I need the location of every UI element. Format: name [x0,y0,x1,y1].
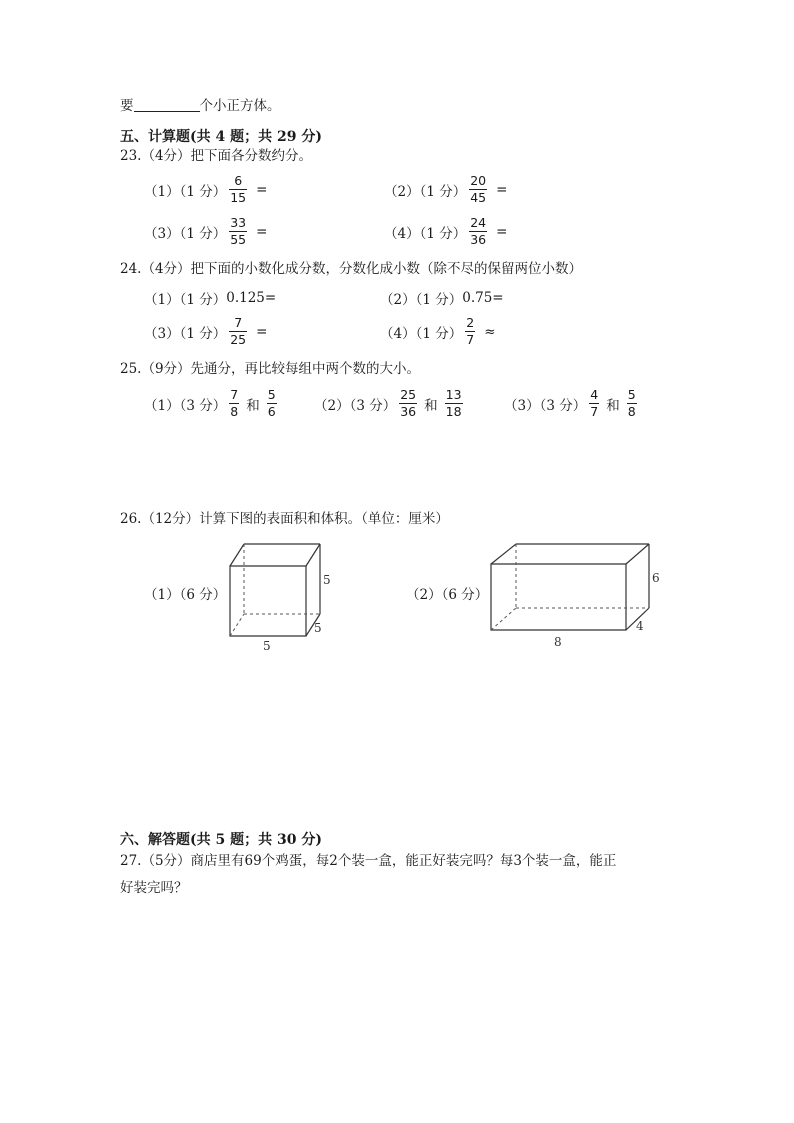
denominator: 15 [230,190,247,205]
line-prefix: 要 [120,98,134,114]
fraction [229,216,247,247]
q24-item-2 [380,288,504,308]
cube-edge [230,544,244,566]
denominator: 7 [590,404,599,419]
cube-edge [306,544,320,566]
item-label: （3）（1 分） [144,325,227,342]
cuboid-front-face [491,564,626,630]
item-label: （2）（1 分） [380,292,463,308]
cuboid-edge [491,544,516,564]
fraction [469,174,487,205]
numerator: 33 [230,215,247,230]
q26-item-1-label: （1）（6 分） [144,587,227,603]
q23-item-3 [144,216,267,247]
numerator: 24 [470,215,487,230]
expression: 0.75= [462,290,504,306]
q25-item-3 [504,388,640,419]
fraction-b [267,388,277,419]
operator: = [496,223,508,240]
hidden-edge [491,608,516,630]
item-label: （4）（1 分） [384,225,467,242]
cube-front-face [230,566,306,636]
cube-depth-label: 5 [314,621,322,635]
hidden-edge [230,614,244,636]
fraction-b [627,388,637,419]
operator: = [496,181,508,198]
cuboid-length-label: 8 [554,635,562,649]
item-label: （2）（1 分） [384,183,467,200]
connector: 和 [246,397,260,414]
fraction-b [445,388,463,419]
fraction-a [229,388,239,419]
denominator: 8 [230,404,239,419]
cube-height-label: 5 [323,573,331,587]
q25-item-2 [314,388,466,419]
fraction [229,316,247,347]
q23-item-4 [384,216,507,247]
numerator: 13 [445,387,462,402]
operator: = [256,223,268,240]
fraction [229,174,247,205]
q24-item-1 [144,288,276,308]
q24-item-4 [380,316,496,347]
operator: = [256,181,268,198]
numerator: 25 [400,387,417,402]
fraction-a [589,388,599,419]
q27-line-2: 好装完吗？ [120,880,188,896]
q24-item-3 [144,316,267,347]
denominator: 25 [230,332,247,347]
q23-stem: 23.（4分）把下面各分数约分。 [120,148,313,164]
line-suffix: 个小正方体。 [199,98,281,114]
q26-stem: 26.（12分）计算下图的表面积和体积。（单位：厘米） [120,511,449,527]
denominator: 7 [466,332,475,347]
denominator: 36 [400,404,417,419]
denominator: 18 [445,404,462,419]
item-label: （1）（3 分） [144,397,227,414]
operator: = [256,323,268,340]
numerator: 6 [234,173,243,188]
cuboid-depth-label: 4 [636,619,644,633]
cuboid-diagram [486,538,676,653]
denominator: 8 [627,404,636,419]
numerator: 5 [267,387,276,402]
numerator: 2 [466,315,475,330]
cube-diagram [222,540,342,655]
fraction [469,216,487,247]
fill-in-line [120,97,281,115]
q27-line-1: 27.（5分）商店里有69个鸡蛋，每2个装一盒，能正好装完吗？每3个装一盒，能正 [120,853,617,869]
connector: 和 [424,397,438,414]
numerator: 4 [590,387,599,402]
fraction [465,316,475,347]
item-label: （4）（1 分） [380,325,463,342]
item-label: （3）（1 分） [144,225,227,242]
section-5-title: 五、计算题(共 4 题；共 29 分) [120,129,322,145]
section-6-title: 六、解答题(共 5 题；共 30 分) [120,832,322,848]
q25-item-1 [144,388,280,419]
q23-item-1 [144,174,267,205]
q23-item-2 [384,174,507,205]
expression: 0.125= [226,290,277,306]
cuboid-edge [626,544,649,564]
item-label: （3）（3 分） [504,397,587,414]
numerator: 7 [234,315,243,330]
denominator: 36 [470,232,487,247]
q26-item-2-label: （2）（6 分） [406,587,489,603]
item-label: （1）（1 分） [144,292,227,308]
numerator: 7 [230,387,239,402]
numerator: 5 [627,387,636,402]
item-label: （1）（1 分） [144,183,227,200]
cuboid-height-label: 6 [652,571,660,585]
q25-stem: 25.（9分）先通分，再比较每组中两个数的大小。 [120,361,421,377]
connector: 和 [606,397,620,414]
operator: ≈ [484,323,496,340]
cube-length-label: 5 [263,639,271,653]
q24-stem: 24.（4分）把下面的小数化成分数，分数化成小数（除不尽的保留两位小数） [120,261,583,277]
denominator: 55 [230,232,247,247]
numerator: 20 [470,173,487,188]
denominator: 45 [470,190,487,205]
item-label: （2）（3 分） [314,397,397,414]
fraction-a [399,388,417,419]
denominator: 6 [267,404,276,419]
answer-blank[interactable] [134,97,200,112]
